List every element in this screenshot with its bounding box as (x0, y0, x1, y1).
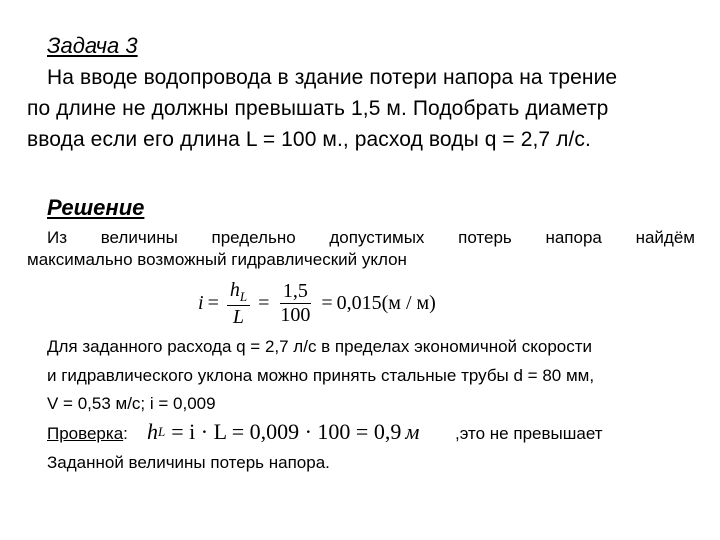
intro-word: величины (100, 228, 178, 247)
check-label: Проверка (47, 424, 124, 443)
check-tail: ,это не превышает (455, 424, 603, 443)
solution-intro-line-2: максимально возможный гидравлический уклон (27, 250, 407, 269)
solution-intro-line-1 (47, 228, 695, 248)
final-line: Заданной величины потерь напора. (47, 453, 330, 472)
pipe-line-1: Для заданного расхода q = 2,7 л/с в пределах экономичной скорости (47, 337, 593, 356)
intro-word: найдём (635, 228, 695, 247)
solution-title: Решение (47, 195, 145, 220)
check-expr: = i · L = 0,009 · 100 = 0,9 (171, 419, 402, 444)
formula-h-sub: L (239, 289, 248, 304)
formula-num-value: 1,5 (280, 281, 311, 304)
formula-eq-3: = (321, 292, 333, 315)
task-line-3: ввода если его длина L = 100 м., расход воды q = 2,7 л/с. (27, 128, 591, 151)
check-h: h (147, 419, 158, 444)
task-line-2: по длине не должны превышать 1,5 м. Подобрать диаметр (27, 97, 609, 120)
formula-eq-2: = (258, 292, 270, 315)
check-colon: : (123, 424, 128, 443)
check-label-wrap (47, 424, 128, 444)
fraction-hl-over-l (227, 280, 250, 328)
check-unit: м (405, 419, 420, 444)
formula-eq: = (207, 292, 219, 315)
task-line-1: На вводе водопровода в здание потери напора на трение (47, 66, 618, 89)
task-title: Задача 3 (47, 33, 138, 58)
intro-word: Из (47, 228, 68, 247)
check-h-sub: L (158, 424, 166, 439)
intro-word: потерь (458, 228, 512, 247)
check-formula (147, 419, 419, 445)
hydraulic-gradient-formula (198, 280, 436, 328)
formula-result: 0,015(м / м) (336, 292, 436, 315)
intro-word: предельно (211, 228, 296, 247)
formula-den-value: 100 (280, 304, 311, 327)
pipe-line-2: и гидравлического уклона можно принять стальные трубы d = 80 мм, (47, 366, 595, 385)
pipe-line-3: V = 0,53 м/с; i = 0,009 (47, 394, 216, 413)
fraction-values (277, 281, 313, 326)
intro-word: допустимых (329, 228, 425, 247)
formula-l: L (232, 305, 245, 328)
formula-i: i (198, 292, 204, 315)
intro-word: напора (545, 228, 602, 247)
formula-h: h (229, 279, 240, 301)
